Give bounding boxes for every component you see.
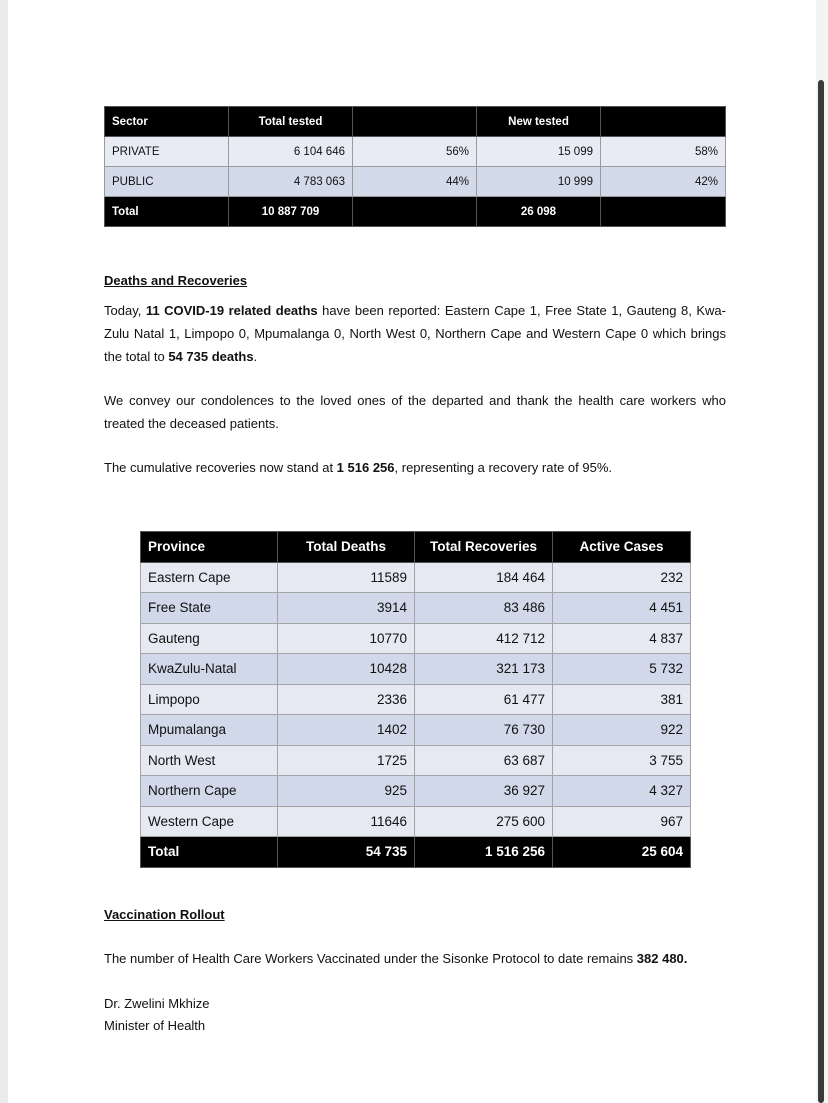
table-cell: 5 732 (553, 654, 691, 685)
header-cell (353, 107, 477, 137)
table-cell: 11646 (278, 806, 415, 837)
header-cell: Total tested (229, 107, 353, 137)
table-cell: 1402 (278, 715, 415, 746)
table-cell: 10770 (278, 623, 415, 654)
table-cell: 321 173 (415, 654, 553, 685)
recoveries-count: 1 516 256 (336, 460, 395, 475)
total-cell: 54 735 (278, 837, 415, 868)
table-cell: 275 600 (415, 806, 553, 837)
table-cell: 4 327 (553, 776, 691, 807)
table-cell: 4 837 (553, 623, 691, 654)
recoveries-paragraph (104, 460, 612, 475)
table-cell: 83 486 (415, 593, 553, 624)
vaccination-paragraph (104, 951, 687, 966)
deaths-paragraph (104, 299, 726, 368)
province-cell: Mpumalanga (141, 715, 278, 746)
province-cell: Limpopo (141, 684, 278, 715)
table-cell: 3 755 (553, 745, 691, 776)
table-cell: 1725 (278, 745, 415, 776)
table-cell: 412 712 (415, 623, 553, 654)
header-cell (601, 107, 726, 137)
recoveries-lead: The cumulative recoveries now stand at (104, 460, 337, 475)
table-cell: 76 730 (415, 715, 553, 746)
total-label: Total (141, 837, 278, 868)
table-cell: 10 999 (477, 167, 601, 197)
sector-cell: PUBLIC (105, 167, 229, 197)
table-row (141, 654, 691, 685)
province-cell: North West (141, 745, 278, 776)
table-cell: 184 464 (415, 562, 553, 593)
province-cell: Western Cape (141, 806, 278, 837)
table-row (141, 776, 691, 807)
total-cell: 26 098 (477, 197, 601, 227)
table-cell: 4 451 (553, 593, 691, 624)
table-cell: 3914 (278, 593, 415, 624)
total-cell (601, 197, 726, 227)
table-cell: 232 (553, 562, 691, 593)
condolences-paragraph: We convey our condolences to the loved ones of the departed and thank the health care workers who treated the deceased patients. (104, 393, 726, 431)
signature-name: Dr. Zwelini Mkhize (104, 996, 210, 1011)
sector-cell: PRIVATE (105, 137, 229, 167)
table-row (141, 806, 691, 837)
table-row (141, 745, 691, 776)
table-cell: 15 099 (477, 137, 601, 167)
table-cell: 925 (278, 776, 415, 807)
table-header-row (105, 107, 726, 137)
deaths-lead: Today, (104, 303, 146, 318)
table-cell: 922 (553, 715, 691, 746)
table-total-row (105, 197, 726, 227)
scrollbar-thumb[interactable] (818, 80, 824, 1103)
recoveries-end: , representing a recovery rate of 95%. (394, 460, 613, 475)
province-cell: KwaZulu-Natal (141, 654, 278, 685)
table-cell: 2336 (278, 684, 415, 715)
header-cell: New tested (477, 107, 601, 137)
table-row (105, 167, 726, 197)
header-cell: Active Cases (553, 532, 691, 563)
deaths-count: 11 COVID-19 related deaths (145, 303, 318, 318)
total-cell (353, 197, 477, 227)
table-row (105, 137, 726, 167)
province-cell: Eastern Cape (141, 562, 278, 593)
header-cell: Sector (105, 107, 229, 137)
total-cell: 25 604 (553, 837, 691, 868)
table-header-row (141, 532, 691, 563)
province-table (140, 531, 691, 868)
province-cell: Northern Cape (141, 776, 278, 807)
table-cell: 44% (353, 167, 477, 197)
table-cell: 63 687 (415, 745, 553, 776)
table-total-row (141, 837, 691, 868)
deaths-recoveries-heading: Deaths and Recoveries (104, 273, 248, 288)
header-cell: Total Recoveries (415, 532, 553, 563)
header-cell: Province (141, 532, 278, 563)
table-row (141, 684, 691, 715)
total-cell: 1 516 256 (415, 837, 553, 868)
deaths-total: 54 735 deaths (168, 349, 254, 364)
vaccinated-count: 382 480. (636, 951, 688, 966)
table-cell: 11589 (278, 562, 415, 593)
deaths-end: . (253, 349, 258, 364)
deaths-breakdown: have been reported: Eastern Cape 1, Free State 1, Gauteng 8, Kwa-Zulu Natal 1, Limpopo 0, Mpumalanga 0, North West 0, Northern Cape and Western Cape 0 which brings the total to (104, 303, 726, 364)
table-cell: 61 477 (415, 684, 553, 715)
table-cell: 6 104 646 (229, 137, 353, 167)
table-cell: 36 927 (415, 776, 553, 807)
table-row (141, 593, 691, 624)
table-cell: 58% (601, 137, 726, 167)
vaccination-heading: Vaccination Rollout (104, 907, 225, 922)
total-cell: 10 887 709 (229, 197, 353, 227)
table-cell: 381 (553, 684, 691, 715)
table-cell: 967 (553, 806, 691, 837)
province-cell: Gauteng (141, 623, 278, 654)
header-cell: Total Deaths (278, 532, 415, 563)
table-cell: 10428 (278, 654, 415, 685)
signature-title: Minister of Health (104, 1018, 206, 1033)
table-cell: 4 783 063 (229, 167, 353, 197)
table-row (141, 562, 691, 593)
vaccination-lead: The number of Health Care Workers Vaccinated under the Sisonke Protocol to date remains (104, 951, 637, 966)
table-row (141, 715, 691, 746)
province-cell: Free State (141, 593, 278, 624)
table-row (141, 623, 691, 654)
table-cell: 56% (353, 137, 477, 167)
table-cell: 42% (601, 167, 726, 197)
sector-testing-table (104, 106, 726, 227)
total-label: Total (105, 197, 229, 227)
